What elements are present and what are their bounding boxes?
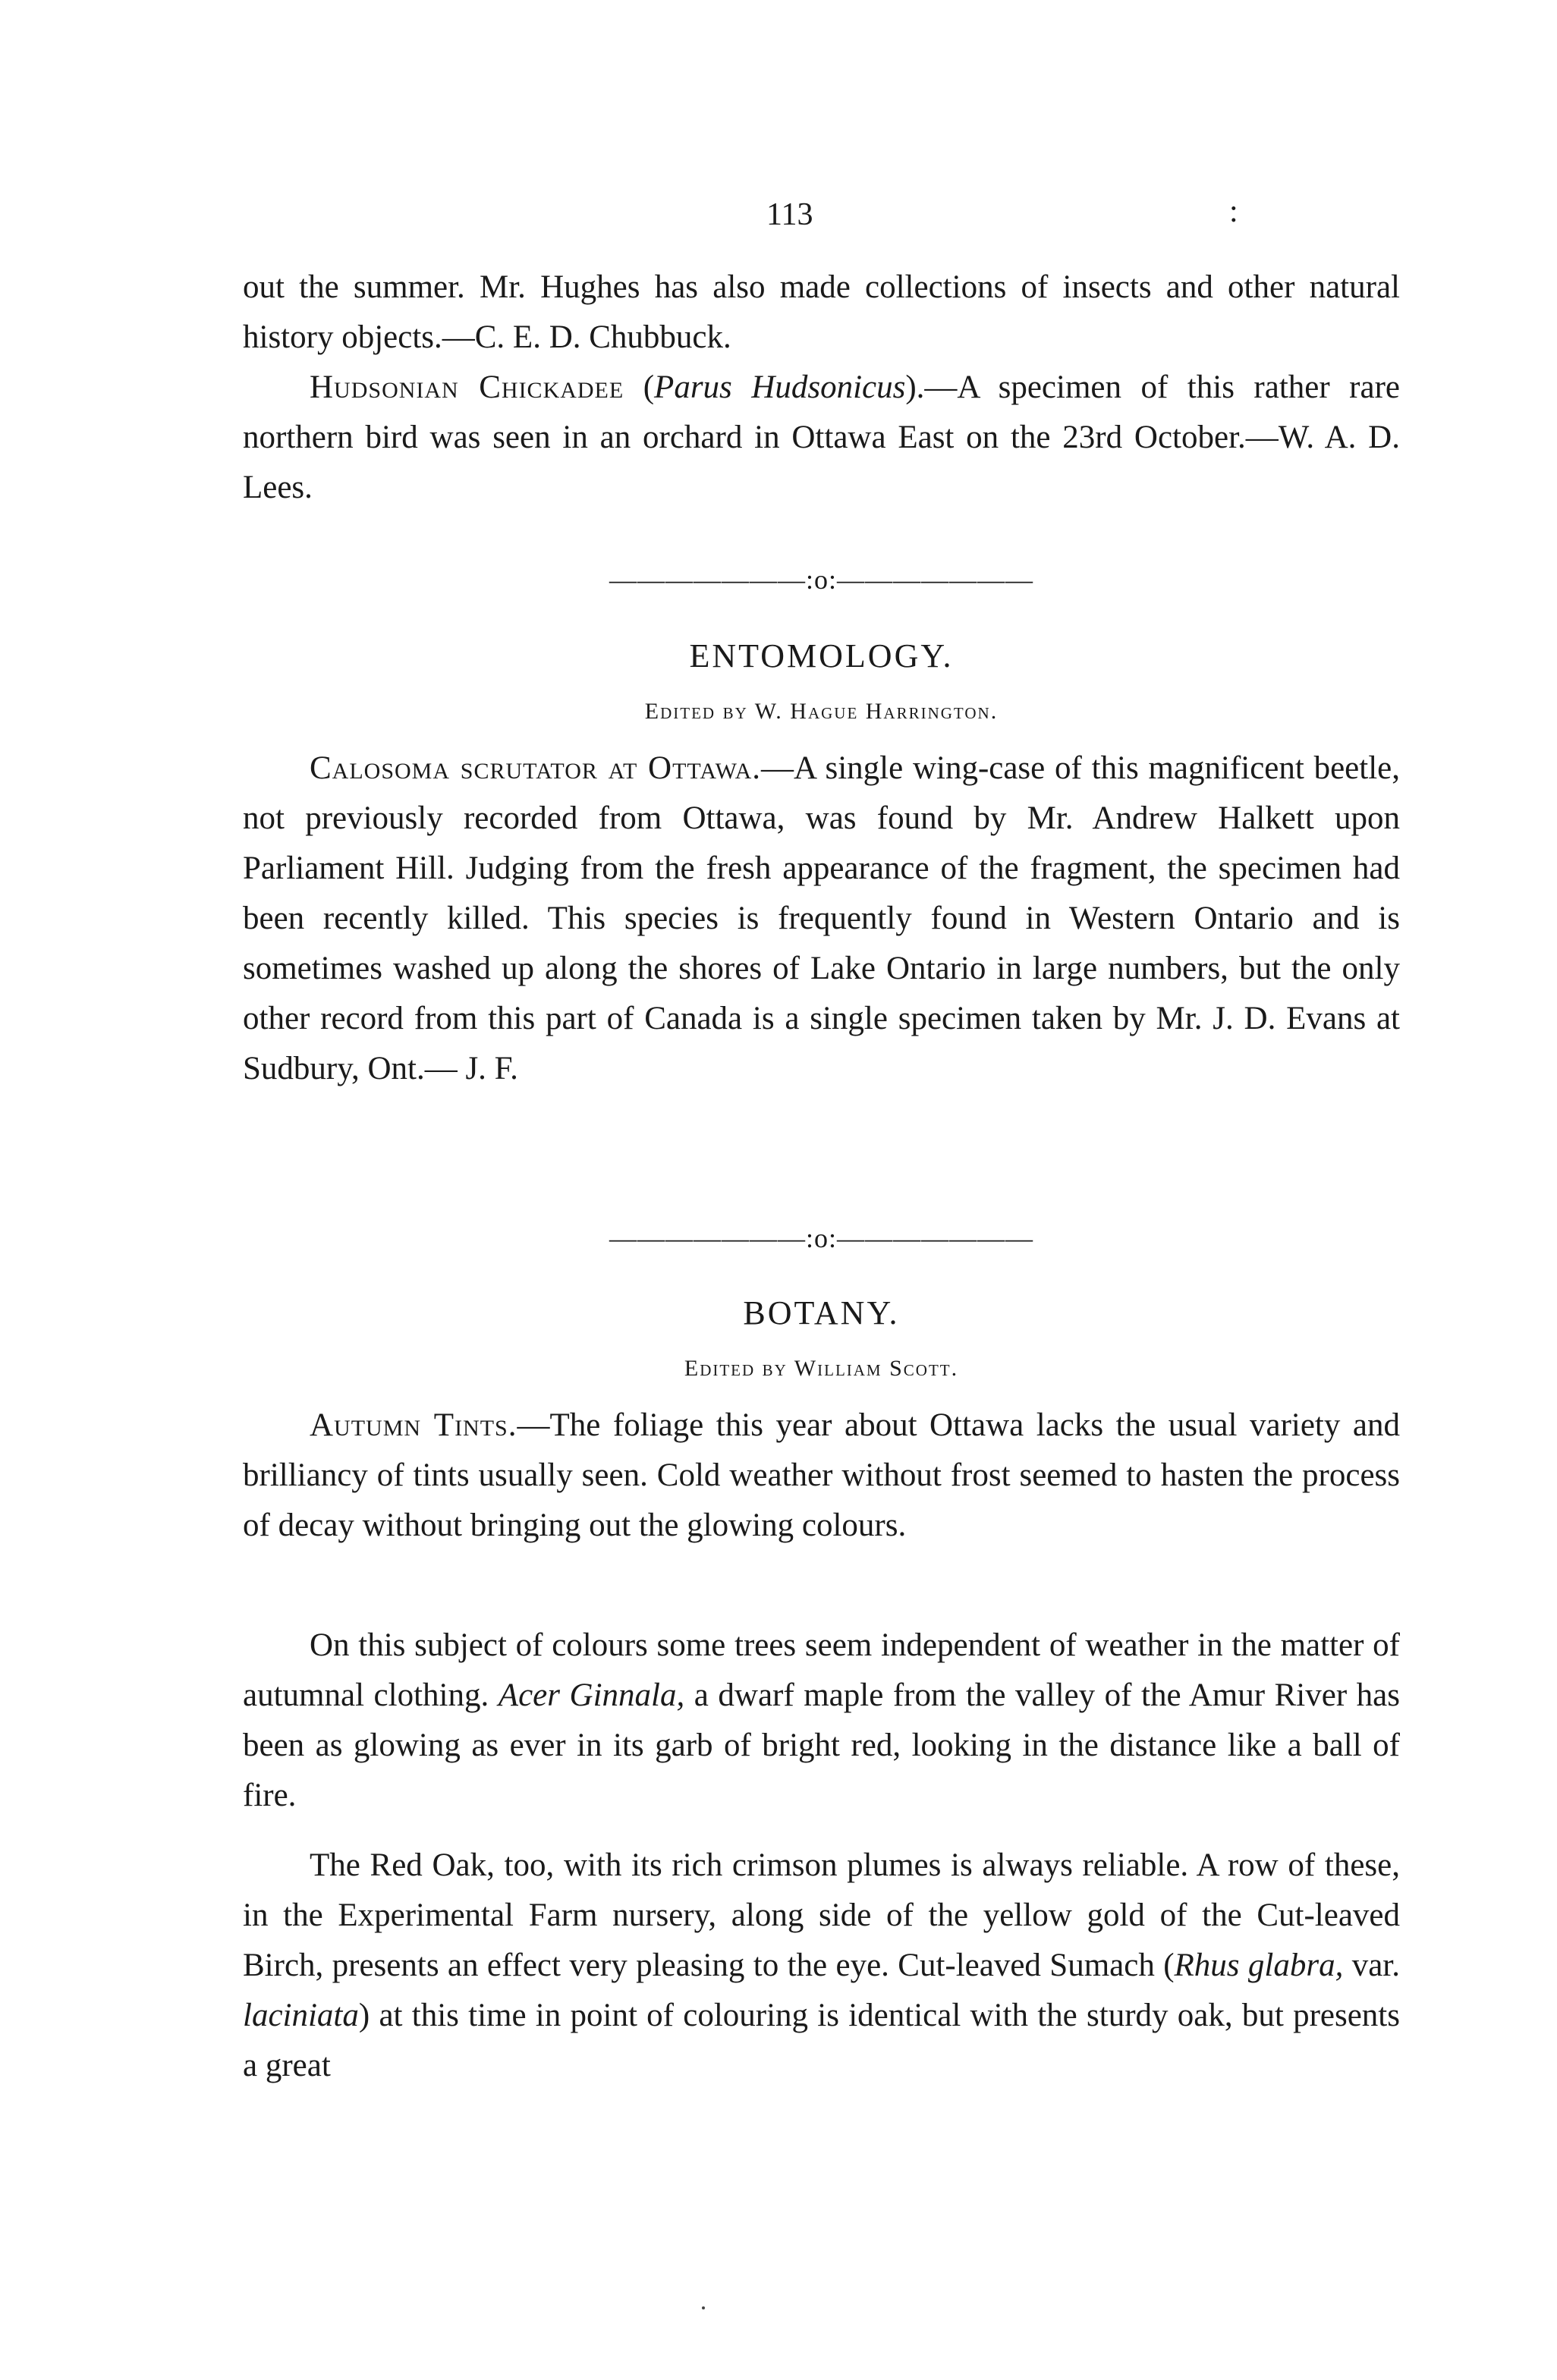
divider-line-right: ——————— [837, 564, 1033, 595]
botany-para2-rest: a dwarf maple from the valley of the Amur River has been as glowing as ever in its garb of bright red, looking in the distance like a ball of fire. [243, 1677, 1401, 1813]
chickadee-open-paren: ( [624, 369, 655, 405]
divider-mark: :o: [805, 1223, 837, 1253]
opening-text: out the summer. Mr. Hughes has also made collections of insects and other natural history objects.—C. E. D. Chubbuck. [243, 269, 1400, 355]
chickadee-latin-name: Parus Hudsonicus [654, 369, 906, 405]
entomology-heading: ENTOMOLOGY. [689, 637, 954, 674]
printer-mark [702, 2306, 705, 2309]
section-divider [243, 563, 1400, 596]
botany-para2-latin: Acer Ginnala, [498, 1677, 685, 1713]
divider-line-right: ——————— [837, 1223, 1033, 1253]
section-divider [243, 1221, 1400, 1255]
chickadee-paragraph [243, 363, 1400, 513]
divider-mark: :o: [805, 564, 837, 595]
divider-line-left: ——————— [609, 564, 806, 595]
chickadee-title: Hudsonian Chickadee [310, 369, 624, 405]
divider-line-left: ——————— [609, 1223, 806, 1253]
chickadee-body: ).—A specimen of this rather rare northern bird was seen in an orchard in Ottawa East on the 23rd October.—W. A. D. Lees. [243, 369, 1400, 505]
botany-para3-rest: ) at this time in point of colouring is identical with the sturdy oak, but presents a great [243, 1998, 1400, 2083]
botany-entry-body: —The foliage this year about Ottawa lacks the usual variety and brilliancy of tints usually seen. Cold weather without frost seemed to hasten the process of decay without bringing out the glowing colours. [243, 1407, 1401, 1543]
botany-heading: BOTANY. [743, 1294, 900, 1331]
page-number: 113 [766, 197, 813, 232]
botany-paragraph-2 [243, 1621, 1400, 1821]
botany-entry-title: Autumn Tints. [310, 1407, 517, 1443]
corner-mark: : [1229, 194, 1238, 229]
entomology-editor: Edited by W. Hague Harrington. [644, 699, 999, 724]
botany-para3-latin-2: laciniata [243, 1998, 359, 2033]
botany-editor: Edited by William Scott. [684, 1356, 959, 1381]
botany-paragraph-1 [243, 1401, 1400, 1551]
entomology-paragraph [243, 744, 1400, 1094]
opening-paragraph [243, 263, 1400, 363]
botany-para3-latin-1: Rhus glabra, [1174, 1948, 1344, 1983]
entomology-entry-body: —A single wing-case of this magnificent beetle, not previously recorded from Ottawa, was found by Mr. Andrew Halkett upon Parliament Hill. Judging from the fresh appearance of the fragment, the specimen had been recently killed. This species is frequently found in Western Ontario and is sometimes washed up along the shores of Lake Ontario in large numbers, but the only other record from this part of Canada is a single specimen taken by Mr. J. D. Evans at Sudbury, Ont.— J. F. [243, 750, 1400, 1086]
botany-paragraph-3 [243, 1841, 1400, 2091]
botany-para2-text: On this subject of colours some trees seem independent of weather in the matter of autumnal clothing. [243, 1627, 1400, 1713]
entomology-entry-title: Calosoma scrutator at Ottawa. [310, 750, 762, 786]
botany-para3-mid: var. [1343, 1948, 1400, 1983]
botany-para3-text: The Red Oak, too, with its rich crimson plumes is always reliable. A row of these, in the Experimental Farm nursery, along side of the yellow gold of the Cut-leaved Birch, presents an effect very pleasing to the eye. Cut-leaved Sumach ( [243, 1847, 1400, 1983]
